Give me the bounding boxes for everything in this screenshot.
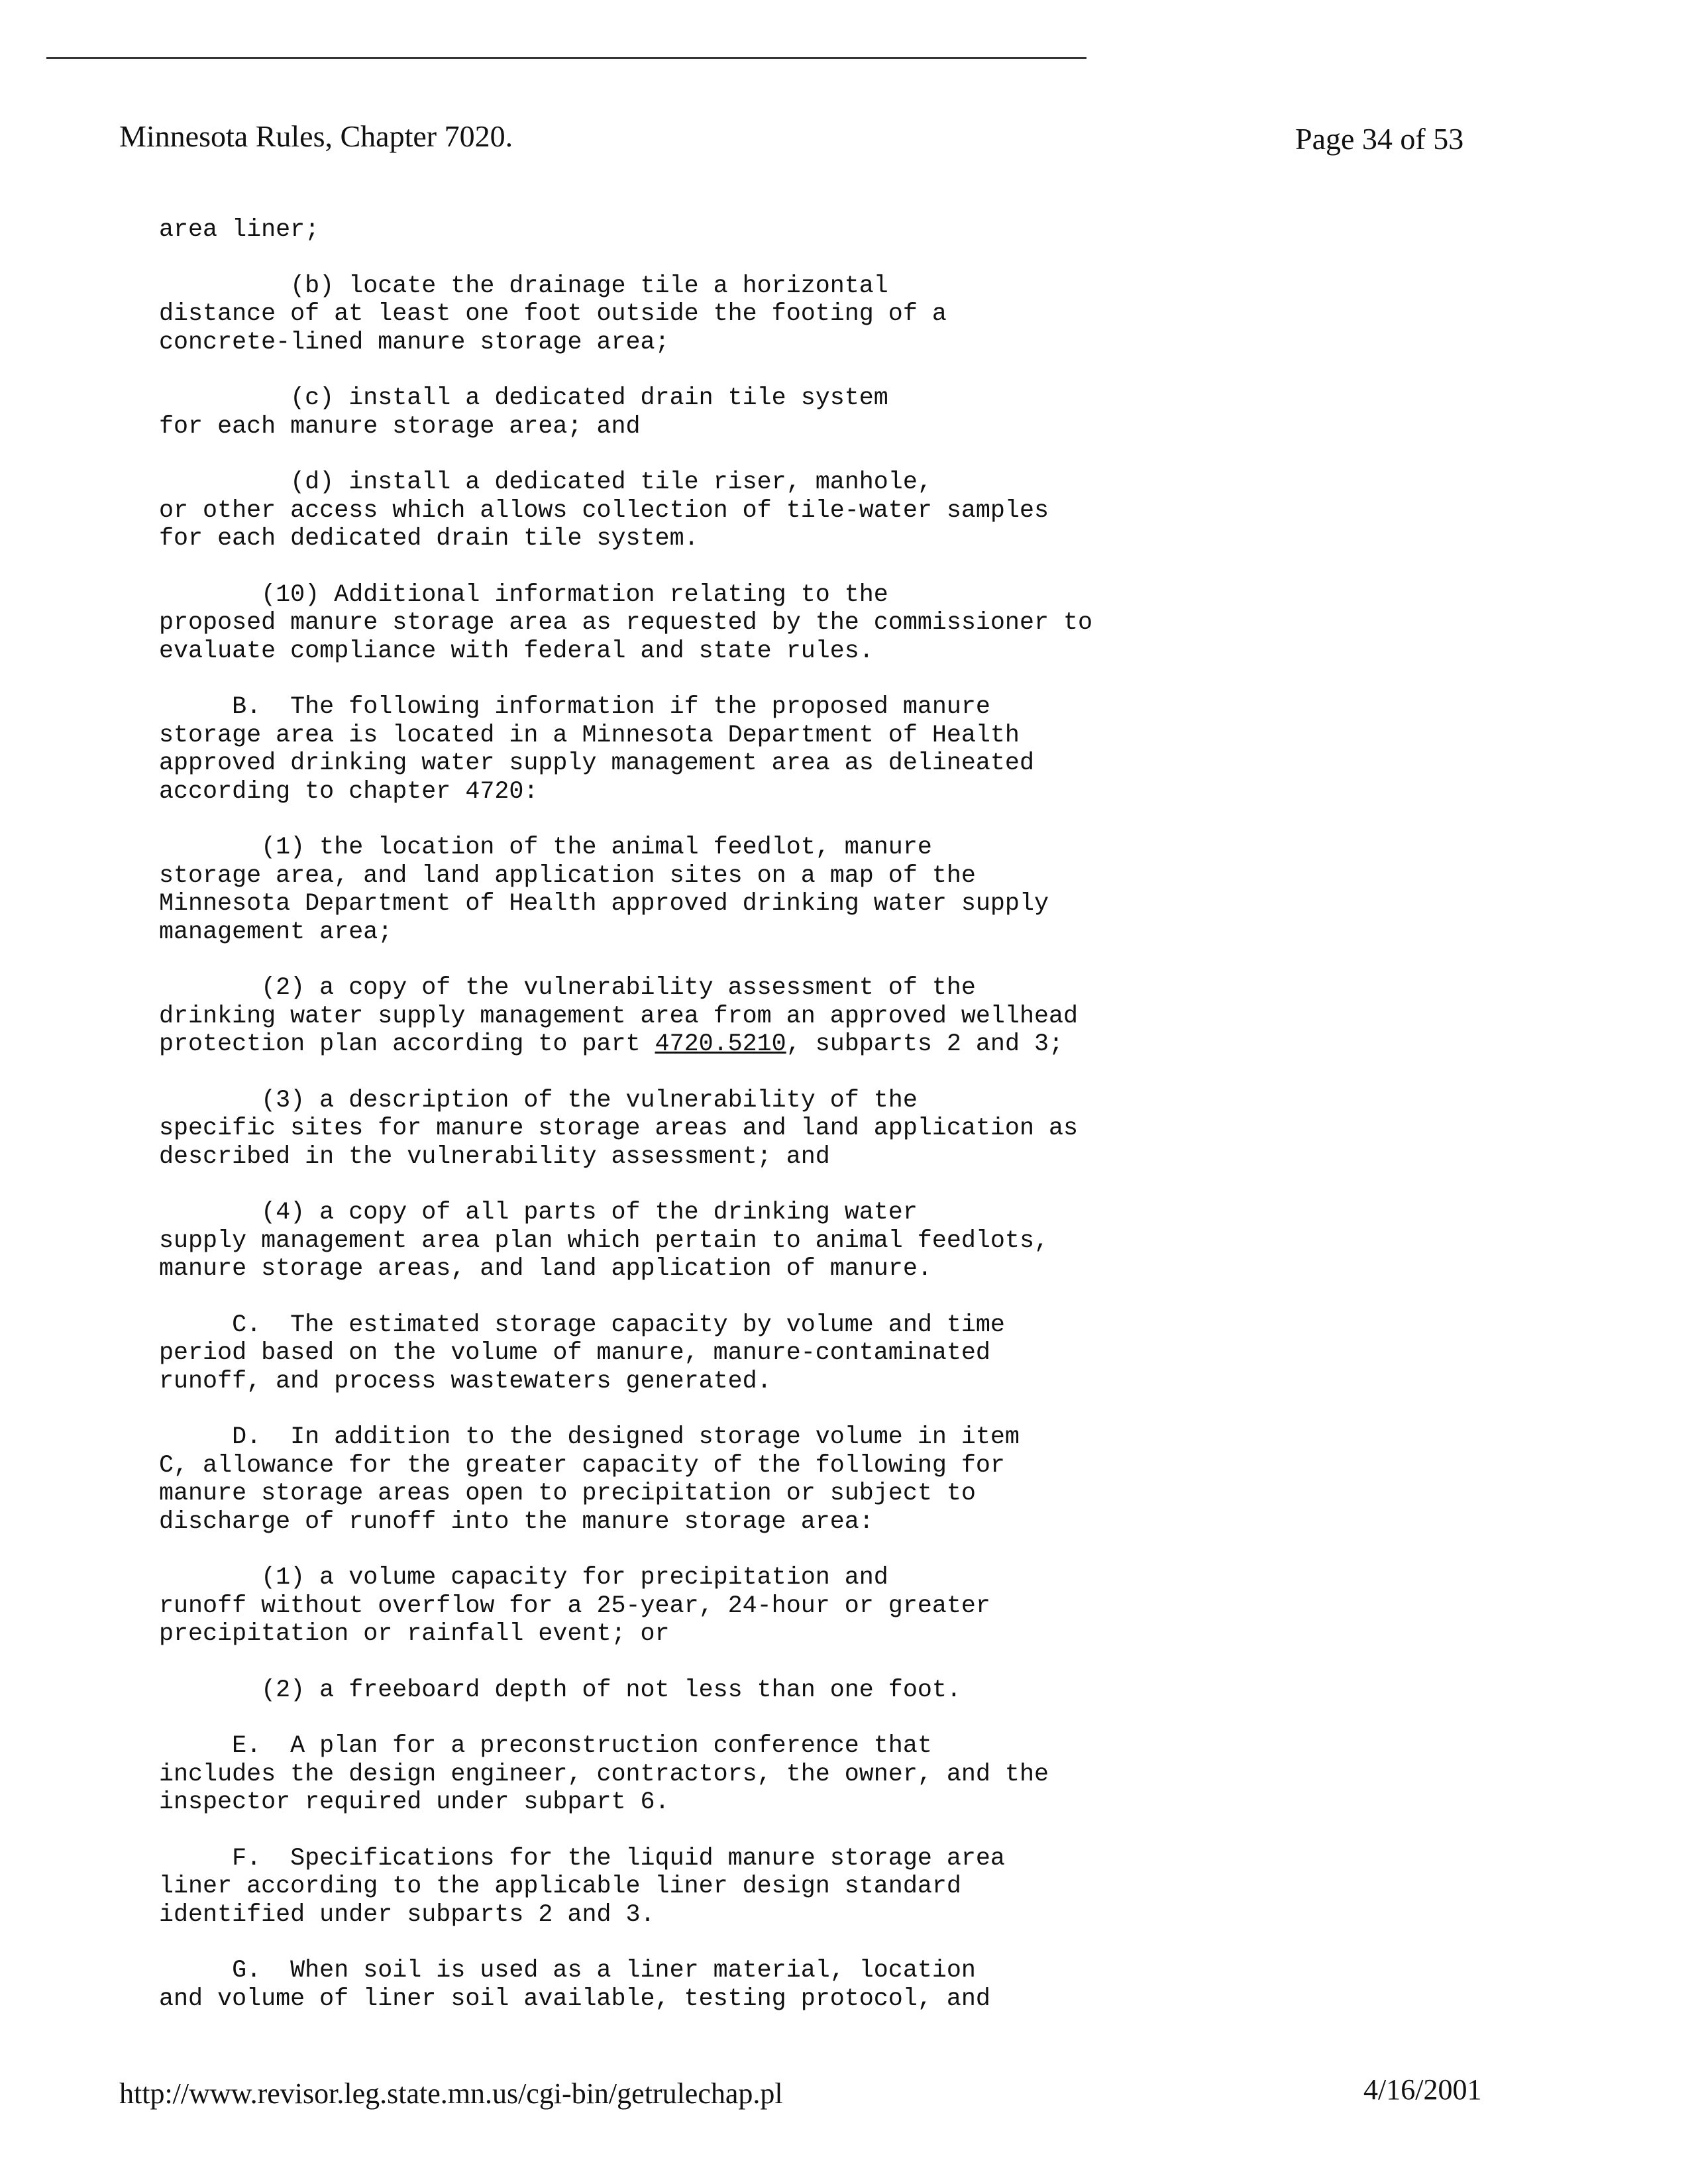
rule-link-4720-5210[interactable]: 4720.5210 [655, 1030, 786, 1058]
paragraph: G. When soil is used as a liner material, location and volume of liner soil available, testing protocol, and [159, 1957, 990, 2013]
paragraph: D. In addition to the designed storage volume in item C, allowance for the greater capacity of the following for manure storage areas open to precipitation or subject to discharge of runoff into the manure storage area: [159, 1423, 1020, 1536]
paragraph: (b) locate the drainage tile a horizontal distance of at least one foot outside the footing of a concrete-lined manure storage area; [159, 272, 947, 356]
print-date: 4/16/2001 [1363, 2073, 1482, 2106]
paragraph: (2) a copy of the vulnerability assessment of the drinking water supply management area from an approved wellhead protection plan according to part 4720.5210, subparts 2 and 3; [159, 974, 1079, 1058]
paragraph: (1) the location of the animal feedlot, manure storage area, and land application sites on a map of the Minnesota Department of Health approved drinking water supply management area; [159, 834, 1049, 946]
document-body [159, 216, 1404, 2041]
paragraph: (10) Additional information relating to the proposed manure storage area as requested by the commissioner to evaluate compliance with federal and state rules. [159, 580, 1093, 665]
source-url[interactable]: http://www.revisor.leg.state.mn.us/cgi-bin/getrulechap.pl [119, 2077, 783, 2110]
paragraph: C. The estimated storage capacity by volume and time period based on the volume of manure, manure-contaminated runoff, and process wastewaters generated. [159, 1311, 1005, 1395]
top-rule [46, 57, 1086, 59]
paragraph: (4) a copy of all parts of the drinking water supply management area plan which pertain to animal feedlots, manure storage areas, and land application of manure. [159, 1199, 1049, 1283]
paragraph: (3) a description of the vulnerability of the specific sites for manure storage areas and land application as described in the vulnerability assessment; and [159, 1086, 1079, 1171]
paragraph: (2) a freeboard depth of not less than one foot. [159, 1676, 961, 1704]
paragraph: (c) install a dedicated drain tile system for each manure storage area; and [159, 384, 888, 441]
page-number: Page 34 of 53 [1295, 122, 1464, 156]
paragraph: E. A plan for a preconstruction conference that includes the design engineer, contractors, the owner, and the inspector required under subpart 6. [159, 1732, 1049, 1816]
paragraph: F. Specifications for the liquid manure storage area liner according to the applicable liner design standard identified under subparts 2 and 3. [159, 1844, 1005, 1929]
paragraph: (1) a volume capacity for precipitation and runoff without overflow for a 25-year, 24-hour or greater precipitation or rainfall event; or [159, 1564, 990, 1648]
paragraph: (d) install a dedicated tile riser, manhole, or other access which allows collection of tile-water samples for each dedicated drain tile system. [159, 468, 1049, 553]
paragraph: area liner; [159, 216, 320, 244]
paragraph: B. The following information if the proposed manure storage area is located in a Minnesota Department of Health approved drinking water supply management area as delineated according to chapter 4720: [159, 693, 1034, 806]
document-title: Minnesota Rules, Chapter 7020. [119, 119, 513, 153]
